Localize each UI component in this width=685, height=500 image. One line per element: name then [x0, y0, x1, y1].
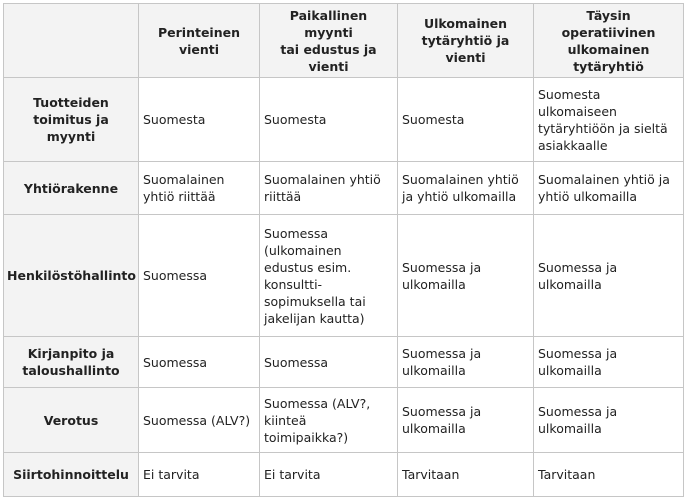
table-cell: Suomessa: [139, 337, 260, 388]
table-cell: Suomessa: [260, 337, 398, 388]
row-header: Siirtohinnoittelu: [4, 453, 139, 497]
corner-cell: [4, 4, 139, 78]
table-row: [4, 78, 684, 162]
table-cell: Suomesta ulkomaiseen tytäryhtiöön ja sieltä asiakkaalle: [534, 78, 684, 162]
table-cell: Suomessa ja ulkomailla: [398, 337, 534, 388]
table-row: [4, 337, 684, 388]
table-cell: Suomesta: [139, 78, 260, 162]
table-row: [4, 388, 684, 453]
table-cell: Suomalainen yhtiö riittää: [139, 162, 260, 215]
table-cell: Tarvitaan: [398, 453, 534, 497]
table-cell: Tarvitaan: [534, 453, 684, 497]
table-row: [4, 453, 684, 497]
table-cell: Suomessa ja ulkomailla: [534, 215, 684, 337]
row-header: Henkilöstöhallinto: [4, 215, 139, 337]
table-cell: Suomessa ja ulkomailla: [534, 337, 684, 388]
table-row: [4, 162, 684, 215]
column-header-paikallinen-myynti: Paikallinen myynti tai edustus ja vienti: [260, 4, 398, 78]
table-cell: Suomesta: [398, 78, 534, 162]
table-cell: Suomesta: [260, 78, 398, 162]
table-cell: Suomessa (ALV?): [139, 388, 260, 453]
table-cell: Suomessa ja ulkomailla: [398, 215, 534, 337]
column-header-perinteinen-vienti: Perinteinen vienti: [139, 4, 260, 78]
header-row: [4, 4, 684, 78]
table-cell: Suomessa ja ulkomailla: [398, 388, 534, 453]
table-cell: Ei tarvita: [139, 453, 260, 497]
column-header-ulkomainen-tytaryhtio: Ulkomainen tytäryhtiö ja vienti: [398, 4, 534, 78]
table-cell: Suomalainen yhtiö riittää: [260, 162, 398, 215]
comparison-table: [3, 3, 684, 497]
row-header: Kirjanpito ja taloushallinto: [4, 337, 139, 388]
table-cell: Suomessa ja ulkomailla: [534, 388, 684, 453]
row-header: Yhtiörakenne: [4, 162, 139, 215]
table-cell: Suomessa (ulkomainen edustus esim. konsultti- sopimuksella tai jakelijan kautta): [260, 215, 398, 337]
table-cell: Ei tarvita: [260, 453, 398, 497]
table-cell: Suomessa: [139, 215, 260, 337]
row-header: Verotus: [4, 388, 139, 453]
table-cell: Suomalainen yhtiö ja yhtiö ulkomailla: [398, 162, 534, 215]
row-header: Tuotteiden toimitus ja myynti: [4, 78, 139, 162]
table-cell: Suomessa (ALV?, kiinteä toimipaikka?): [260, 388, 398, 453]
table-cell: Suomalainen yhtiö ja yhtiö ulkomailla: [534, 162, 684, 215]
column-header-taysin-operatiivinen: Täysin operatiivinen ulkomainen tytäryhtiö: [534, 4, 684, 78]
table-row: [4, 215, 684, 337]
